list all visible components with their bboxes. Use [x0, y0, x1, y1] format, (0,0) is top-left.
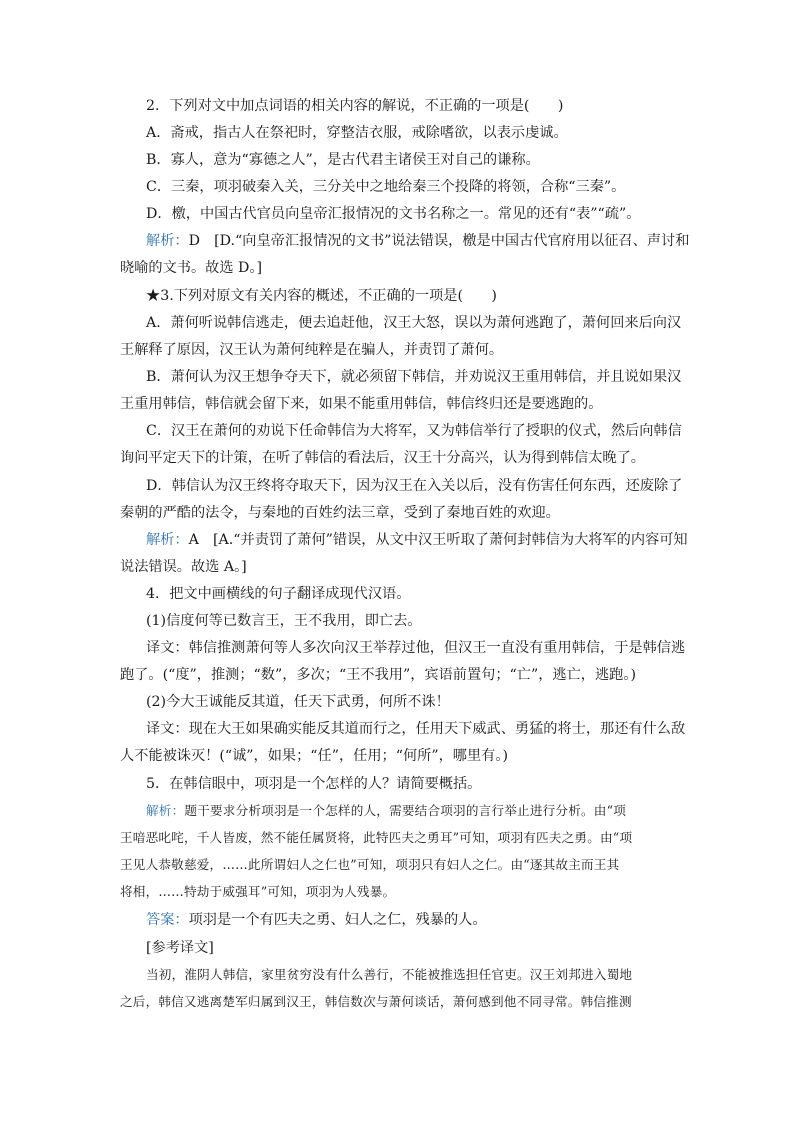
reference-paragraph-line-2: 之后，韩信又逃离楚军归属到汉王，韩信数次与萧何谈话，萧何感到他不同寻常。韩信推测: [120, 994, 632, 1009]
analysis-text: A [A.“并责罚了萧何”错误，从文中汉王听取了萧何封韩信为大将军的内容可知: [188, 532, 688, 548]
analysis-text: 题干要求分析项羽是一个怎样的人，需要结合项羽的言行举止进行分析。由“项: [184, 803, 627, 818]
reference-paragraph-line-1: 当初，淮阴人韩信，家里贫穷没有什么善行，不能被推选担任官吏。汉王刘邦进入蜀地: [146, 967, 633, 982]
question-3-option-b-cont: 王重用韩信，韩信就会留下来，如果不能重用韩信，韩信终归还是要逃跑的。: [120, 396, 603, 412]
answer-label: 答案：: [146, 912, 189, 928]
question-3-stem: ★3.下列对原文有关内容的概述，不正确的一项是( ): [146, 288, 497, 304]
question-5-analysis-line-4: 将相，……特劫于威强耳”可知，项羽为人残暴。: [120, 884, 396, 899]
question-2-option-d: D．檄，中国古代官员向皇帝汇报情况的文书名称之一。常见的还有“表”“疏”。: [146, 206, 641, 222]
question-3-option-c-cont: 询问平定天下的计策，在听了韩信的看法后，汉王十分高兴，认为得到韩信太晚了。: [120, 450, 645, 466]
question-5-analysis-line-2: 王喑恶叱咤，千人皆废，然不能任属贤将，此特匹夫之勇耳”可知，项羽有匹夫之勇。由“项: [120, 830, 633, 845]
question-4-translation-2: 译文：现在大王如果确实能反其道而行之，任用天下威武、勇猛的将士，那还有什么敌: [146, 721, 686, 737]
question-2-option-c: C．三秦，项羽破秦入关，三分关中之地给秦三个投降的将领，合称“三秦”。: [146, 179, 626, 195]
question-3-option-b: B．萧何认为汉王想争夺天下，就必须留下韩信，并劝说汉王重用韩信，并且说如果汉: [146, 369, 682, 385]
question-3-option-d-cont: 秦朝的严酷的法令，与秦地的百姓约法三章，受到了秦地百姓的欢迎。: [120, 505, 560, 521]
reference-heading: [参考译文]: [146, 940, 214, 956]
question-2-option-a: A．斋戒，指古人在祭祀时，穿整洁衣服，戒除嗜欲，以表示虔诚。: [146, 125, 568, 141]
question-2-analysis: [146, 231, 689, 251]
question-3-option-a-cont: 王解释了原因，汉王认为萧何纯粹是在骗人，并责罚了萧何。: [120, 342, 504, 358]
question-3-option-d: D．韩信认为汉王终将夺取天下，因为汉王在入关以后，没有伤害任何东西，还废除了: [146, 478, 683, 494]
question-3-analysis-cont: 说法错误。故选 A。]: [120, 559, 247, 575]
question-5-analysis: [146, 801, 626, 821]
question-4-translation-2-cont: 人不能被诛灭！(“诚”，如果；“任”，任用；“何所”，哪里有。): [120, 748, 508, 764]
question-4-translation-1-cont: 跑了。(“度”，推测；“数”，多次；“王不我用”，宾语前置句；“亡”，逃亡，逃跑。): [120, 667, 636, 683]
question-4-sentence-2: (2)今大王诚能反其道，任天下武勇，何所不诛！: [146, 694, 450, 710]
analysis-label: 解析：: [146, 532, 189, 548]
question-3-analysis: [146, 530, 688, 550]
question-4-stem: 4．把文中画横线的句子翻译成现代汉语。: [146, 586, 411, 602]
question-2-stem: 2．下列对文中加点词语的相关内容的解说，不正确的一项是( ): [146, 98, 564, 114]
analysis-text: D [D.“向皇帝汇报情况的文书”说法错误，檄是中国古代官府用以征召、声讨和: [188, 233, 690, 249]
question-2-option-b: B．寡人，意为“寡德之人”，是古代君主诸侯王对自己的谦称。: [146, 152, 540, 168]
answer-text: 项羽是一个有匹夫之勇、妇人之仁，残暴的人。: [188, 912, 487, 928]
question-5-stem: 5．在韩信眼中，项羽是一个怎样的人？请简要概括。: [146, 776, 482, 792]
question-3-option-a: A．萧何听说韩信逃走，便去追赶他，汉王大怒，误以为萧何逃跑了，萧何回来后向汉: [146, 315, 682, 331]
analysis-label: 解析：: [146, 803, 185, 818]
question-4-translation-1: 译文：韩信推测萧何等人多次向汉王举荐过他，但汉王一直没有重用韩信，于是韩信逃: [146, 640, 686, 656]
analysis-label: 解析：: [146, 233, 189, 249]
question-5-analysis-line-3: 王见人恭敬慈爱，……此所谓妇人之仁也”可知，项羽只有妇人之仁。由“逐其故主而王其: [120, 857, 620, 872]
question-3-option-c: C．汉王在萧何的劝说下任命韩信为大将军，又为韩信举行了授职的仪式，然后向韩信: [146, 423, 682, 439]
question-4-sentence-1: (1)信度何等已数言王，王不我用，即亡去。: [146, 613, 422, 629]
question-5-answer: [146, 910, 487, 930]
question-2-analysis-cont: 晓喻的文书。故选 D。]: [120, 260, 263, 276]
